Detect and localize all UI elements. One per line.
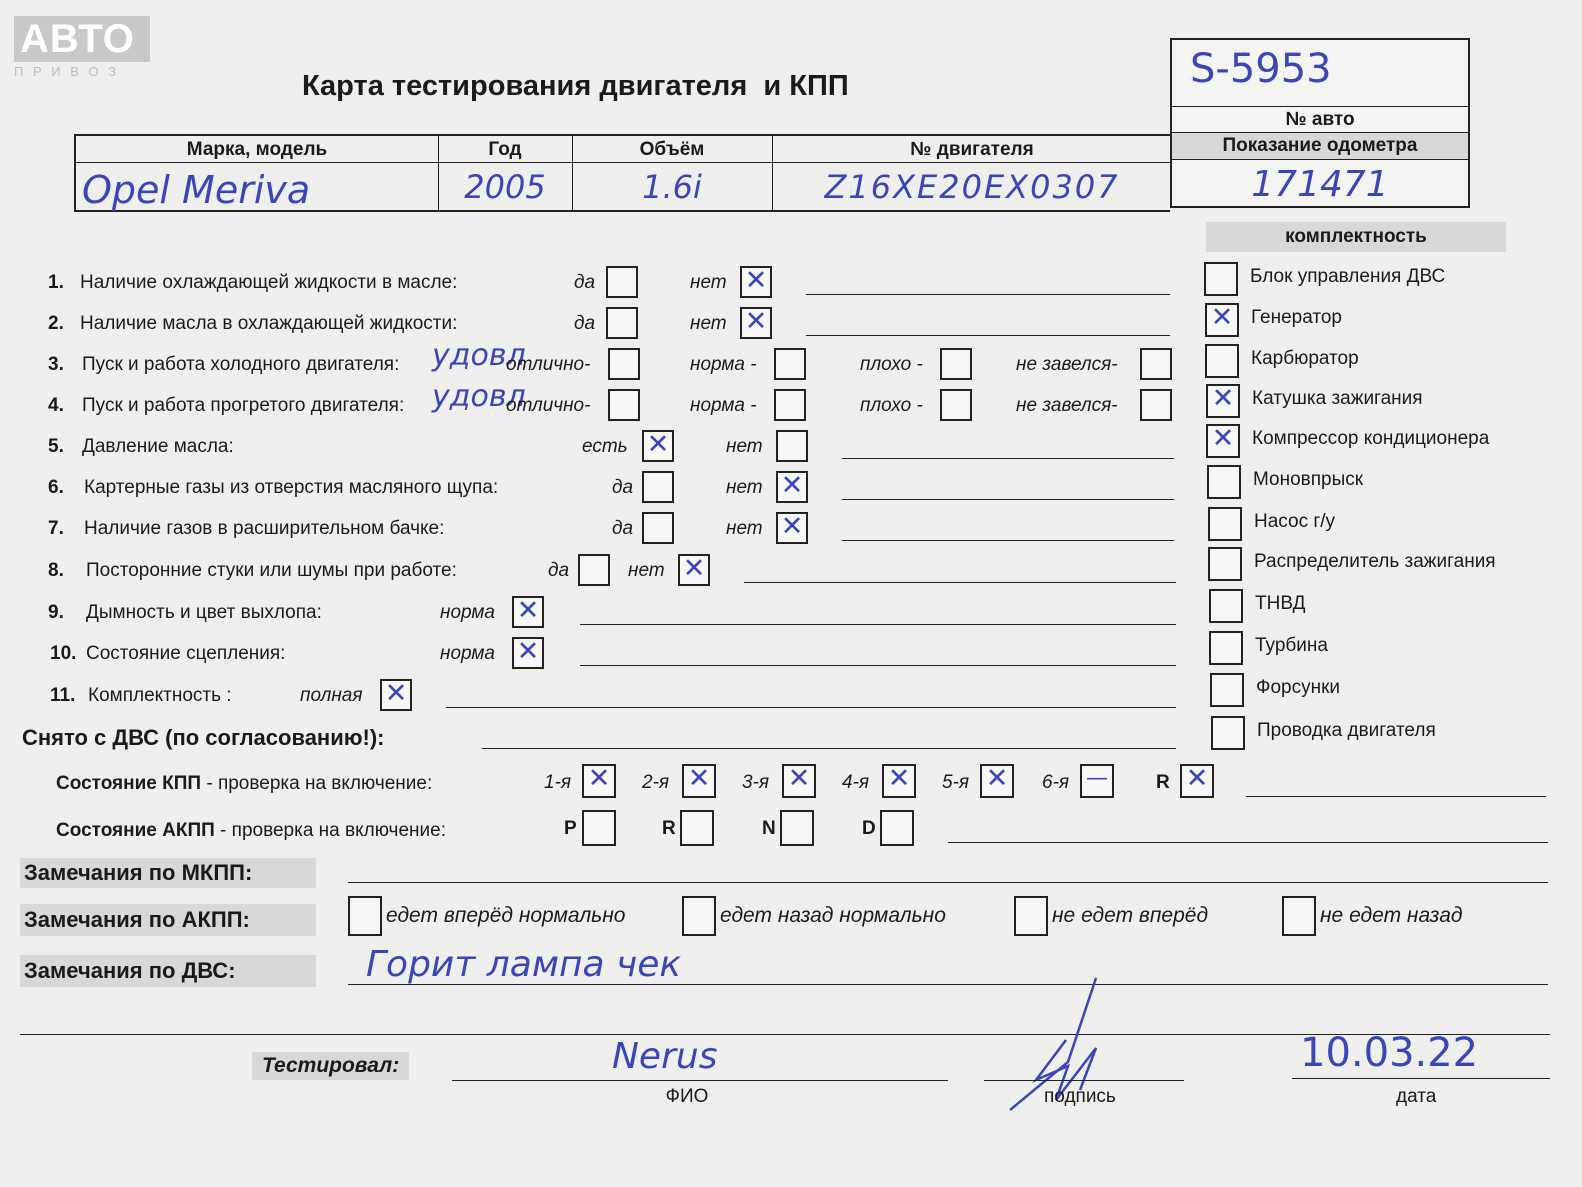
akpp-remark-checkbox[interactable]: [682, 896, 716, 936]
gear-label: 3-я: [742, 772, 770, 793]
date-label: дата: [1396, 1086, 1437, 1107]
option-checkbox[interactable]: [740, 266, 772, 298]
option-checkbox[interactable]: [678, 554, 710, 586]
option-checkbox[interactable]: [774, 389, 806, 421]
completeness-item-label: Карбюратор: [1251, 348, 1359, 369]
option-checkbox[interactable]: [940, 389, 972, 421]
akpp-mode-label: P: [564, 818, 577, 839]
completeness-item-label: Блок управления ДВС: [1250, 266, 1446, 287]
kpp-line: [1246, 796, 1546, 797]
logo-main: АВТО: [14, 16, 150, 62]
question-text: Картерные газы из отверстия масляного щупа:: [84, 477, 499, 498]
option-checkbox[interactable]: [1140, 348, 1172, 380]
gear-label: 5-я: [942, 772, 970, 793]
option-label: нет: [690, 313, 727, 334]
option-label: отлично-: [506, 395, 591, 416]
question-number: 8.: [48, 560, 64, 581]
gear-label: R: [1156, 772, 1170, 793]
akpp-remark-label: едет назад нормально: [720, 904, 946, 927]
option-label: нет: [726, 518, 763, 539]
gear-label: 4-я: [842, 772, 870, 793]
question-number: 11.: [50, 685, 76, 706]
option-label: не завелся-: [1016, 395, 1118, 416]
akpp-remark-checkbox[interactable]: [348, 896, 382, 936]
option-label: отлично-: [506, 354, 591, 375]
answer-line: [806, 335, 1170, 336]
gear-checkbox[interactable]: [682, 764, 716, 798]
question-number: 4.: [48, 395, 64, 416]
option-checkbox[interactable]: [642, 512, 674, 544]
signature-label: подпись: [1044, 1086, 1116, 1107]
completeness-checkbox[interactable]: [1206, 384, 1240, 418]
header-volume: Объём: [639, 139, 705, 160]
kpp-label-bold: Состояние КПП: [56, 773, 202, 794]
completeness-item-label: Моновпрыск: [1253, 469, 1364, 490]
question-text: Дымность и цвет выхлопа:: [86, 602, 322, 623]
completeness-checkbox[interactable]: [1204, 262, 1238, 296]
option-label: да: [574, 313, 596, 334]
completeness-item-label: Форсунки: [1256, 677, 1340, 698]
logo: [14, 16, 150, 79]
remarks-akpp-label: Замечания по АКПП:: [20, 904, 316, 936]
completeness-checkbox[interactable]: [1208, 507, 1242, 541]
completeness-checkbox[interactable]: [1209, 631, 1243, 665]
option-checkbox[interactable]: [578, 554, 610, 586]
remarks-dvs-label: Замечания по ДВС:: [20, 955, 316, 987]
completeness-item-label: ТНВД: [1255, 593, 1306, 614]
header-year: Год: [488, 139, 522, 160]
gear-checkbox[interactable]: [1080, 764, 1114, 798]
option-label: нет: [628, 560, 665, 581]
option-label: нет: [726, 477, 763, 498]
completeness-item-label: Генератор: [1251, 307, 1342, 328]
volume-value: 1.6i: [642, 168, 702, 206]
remarks-mkpp-label: Замечания по МКПП:: [20, 858, 316, 888]
completeness-checkbox[interactable]: [1205, 344, 1239, 378]
auto-number-box: [1170, 38, 1470, 208]
answer-line: [806, 294, 1170, 295]
question-number: 1.: [48, 272, 64, 293]
odometer-label: Показание одометра: [1172, 132, 1468, 160]
header-engine-number: № двигателя: [910, 139, 1034, 160]
option-label: плохо -: [860, 354, 923, 375]
option-label: да: [548, 560, 570, 581]
make-model-value: Opel Meriva: [82, 168, 311, 212]
question-text: Пуск и работа холодного двигателя:: [82, 354, 400, 375]
completeness-item-label: Насос г/у: [1254, 511, 1336, 532]
answer-line: [842, 458, 1174, 459]
answer-line: [842, 540, 1174, 541]
gear-checkbox[interactable]: [1180, 764, 1214, 798]
odometer-value: 171471: [1251, 164, 1389, 205]
question-number: 7.: [48, 518, 64, 539]
gear-label: 2-я: [642, 772, 670, 793]
fio-line: [452, 1080, 948, 1081]
completeness-item-label: Катушка зажигания: [1252, 388, 1423, 409]
akpp-remark-checkbox[interactable]: [1014, 896, 1048, 936]
remarks-dvs-text: Горит лампа чек: [366, 944, 682, 985]
option-checkbox[interactable]: [774, 348, 806, 380]
akpp-remark-label: не едет вперёд: [1052, 904, 1209, 927]
option-label: плохо -: [860, 395, 923, 416]
option-checkbox[interactable]: [512, 596, 544, 628]
option-label: не завелся-: [1016, 354, 1118, 375]
question-text: Комплектность :: [88, 685, 232, 706]
removed-label: Снято с ДВС (по согласованию!):: [22, 725, 385, 750]
option-checkbox[interactable]: [608, 348, 640, 380]
option-checkbox[interactable]: [776, 512, 808, 544]
option-label: норма: [440, 602, 495, 623]
removed-line: [482, 748, 1176, 749]
akpp-mode-label: N: [762, 818, 776, 839]
option-checkbox[interactable]: [642, 430, 674, 462]
gear-checkbox[interactable]: [882, 764, 916, 798]
option-checkbox[interactable]: [608, 389, 640, 421]
answer-line: [580, 624, 1176, 625]
gear-checkbox[interactable]: [782, 764, 816, 798]
option-checkbox[interactable]: [512, 637, 544, 669]
gear-checkbox[interactable]: [582, 764, 616, 798]
year-value: 2005: [464, 168, 546, 206]
akpp-mode-label: D: [862, 818, 876, 839]
akpp-mode-checkbox[interactable]: [780, 810, 814, 846]
question-text: Состояние сцепления:: [86, 643, 286, 664]
akpp-remark-checkbox[interactable]: [1282, 896, 1316, 936]
option-label: да: [574, 272, 596, 293]
akpp-mode-checkbox[interactable]: [880, 810, 914, 846]
completeness-checkbox[interactable]: [1209, 589, 1243, 623]
akpp-label-rest: - проверка на включение:: [214, 820, 446, 841]
akpp-remark-label: не едет назад: [1320, 904, 1463, 927]
header-make-model: Марка, модель: [186, 139, 328, 160]
question-text: Наличие масла в охлаждающей жидкости:: [80, 313, 458, 334]
answer-line: [580, 665, 1176, 666]
option-checkbox[interactable]: [776, 471, 808, 503]
completeness-title: комплектность: [1206, 222, 1506, 252]
question-number: 5.: [48, 436, 64, 457]
remarks-mkpp-line: [348, 882, 1548, 883]
signature-line: [984, 1080, 1184, 1081]
question-note: удовл: [432, 338, 526, 373]
question-text: Посторонние стуки или шумы при работе:: [86, 560, 457, 581]
remarks-dvs-line: [348, 984, 1548, 985]
completeness-item-label: Компрессор кондиционера: [1252, 428, 1490, 449]
answer-line: [842, 499, 1174, 500]
option-label: да: [612, 477, 634, 498]
question-note: удовл: [432, 379, 526, 414]
gear-checkbox[interactable]: [980, 764, 1014, 798]
completeness-checkbox[interactable]: [1211, 716, 1245, 750]
option-checkbox[interactable]: [380, 679, 412, 711]
option-label: да: [612, 518, 634, 539]
option-checkbox[interactable]: [606, 307, 638, 339]
question-text: Наличие охлаждающей жидкости в масле:: [80, 272, 458, 293]
fio-value: Nerus: [612, 1036, 718, 1077]
completeness-checkbox[interactable]: [1210, 673, 1244, 707]
engine-number-value: Z16XE20EX0307: [824, 168, 1120, 206]
question-number: 2.: [48, 313, 64, 334]
question-number: 10.: [50, 643, 77, 664]
date-value: 10.03.22: [1300, 1030, 1479, 1076]
option-checkbox[interactable]: [642, 471, 674, 503]
question-text: Пуск и работа прогретого двигателя:: [82, 395, 405, 416]
page-title: Карта тестирования двигателя и КПП: [302, 70, 849, 102]
option-checkbox[interactable]: [606, 266, 638, 298]
akpp-mode-checkbox[interactable]: [680, 810, 714, 846]
option-checkbox[interactable]: [776, 430, 808, 462]
question-text: Давление масла:: [82, 436, 234, 457]
akpp-label-bold: Состояние АКПП: [56, 820, 215, 841]
akpp-line: [948, 842, 1548, 843]
gear-label: 1-я: [544, 772, 572, 793]
question-number: 9.: [48, 602, 64, 623]
option-checkbox[interactable]: [740, 307, 772, 339]
option-checkbox[interactable]: [940, 348, 972, 380]
akpp-mode-checkbox[interactable]: [582, 810, 616, 846]
vehicle-table: [74, 134, 1170, 212]
completeness-checkbox[interactable]: [1207, 465, 1241, 499]
option-label: норма -: [690, 395, 757, 416]
auto-number: S-5953: [1190, 46, 1332, 92]
kpp-label-rest: - проверка на включение:: [201, 773, 433, 794]
logo-sub: П Р И В О З: [14, 64, 120, 79]
completeness-item-label: Проводка двигателя: [1257, 720, 1436, 741]
kpp-label: [56, 773, 432, 795]
option-label: нет: [690, 272, 727, 293]
option-label: есть: [582, 436, 628, 457]
question-text: Наличие газов в расширительном бачке:: [84, 518, 445, 539]
question-number: 3.: [48, 354, 64, 375]
completeness-checkbox[interactable]: [1208, 547, 1242, 581]
option-label: норма: [440, 643, 495, 664]
option-label: полная: [300, 685, 363, 706]
option-checkbox[interactable]: [1140, 389, 1172, 421]
question-number: 6.: [48, 477, 64, 498]
date-line: [1292, 1078, 1550, 1079]
tested-by-label: Тестировал:: [252, 1052, 409, 1080]
option-label: нет: [726, 436, 763, 457]
akpp-remark-label: едет вперёд нормально: [386, 904, 626, 927]
akpp-label: [56, 820, 446, 842]
completeness-item-label: Турбина: [1255, 635, 1328, 656]
answer-line: [744, 582, 1176, 583]
answer-line: [446, 707, 1176, 708]
akpp-mode-label: R: [662, 818, 676, 839]
auto-number-label: № авто: [1172, 106, 1468, 131]
completeness-item-label: Распределитель зажигания: [1254, 551, 1496, 572]
gear-label: 6-я: [1042, 772, 1070, 793]
fio-label: ФИО: [665, 1086, 709, 1107]
completeness-checkbox[interactable]: [1206, 424, 1240, 458]
option-label: норма -: [690, 354, 757, 375]
completeness-checkbox[interactable]: [1205, 303, 1239, 337]
